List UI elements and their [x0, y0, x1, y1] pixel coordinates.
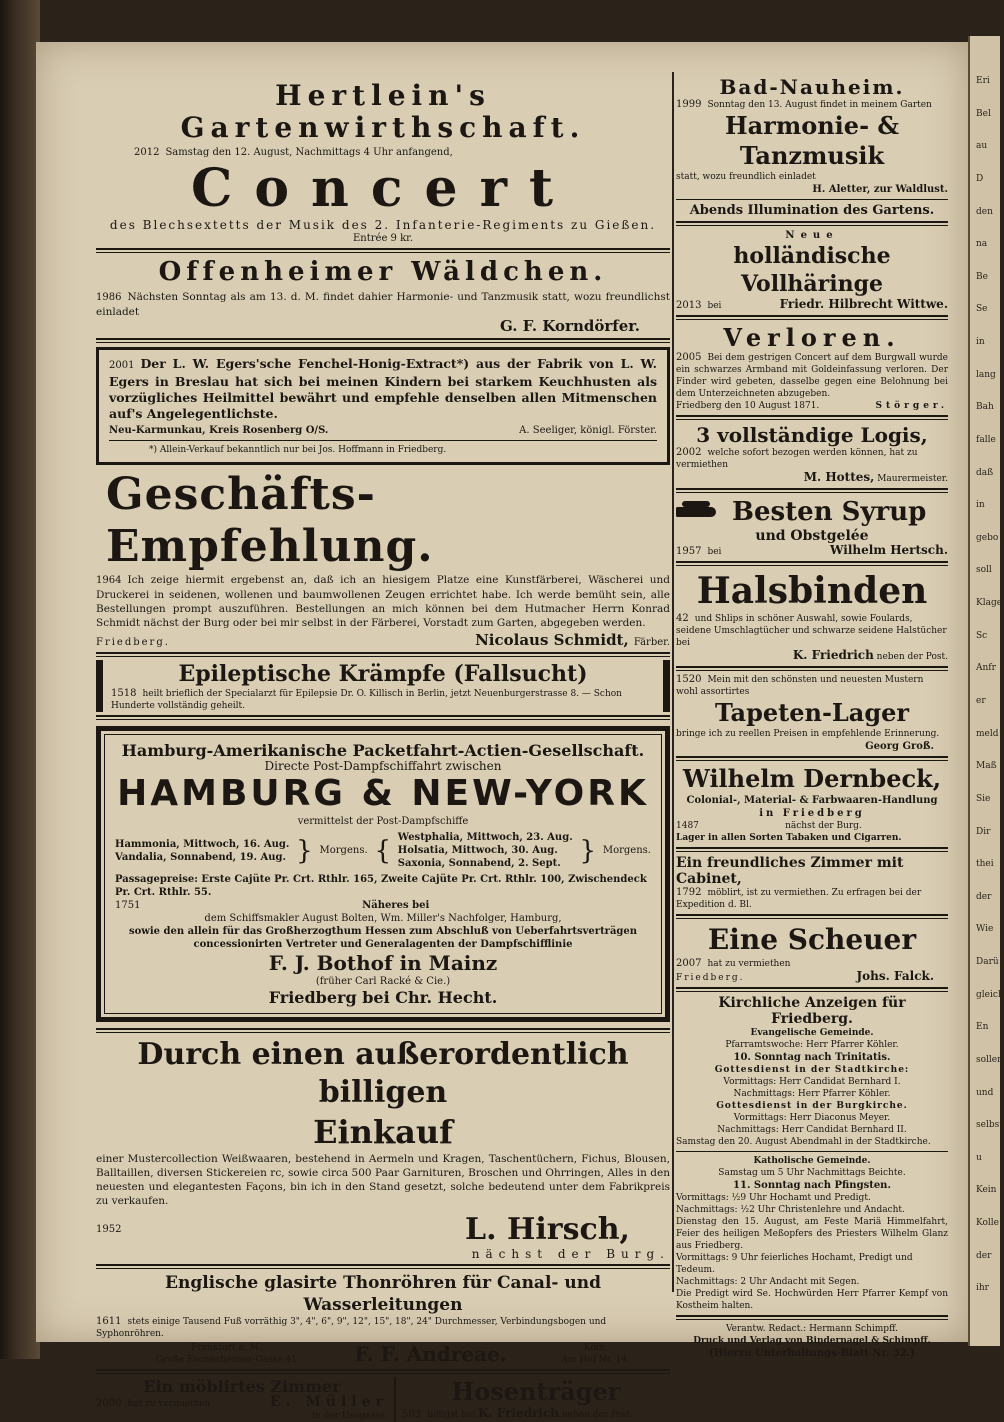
adjacent-page-fragment: au [976, 141, 988, 152]
ad-title: Geschäfts-Empfehlung. [106, 469, 434, 572]
ad-title: Hamburg-Amerikanische Packetfahrt-Actien-Gesellschaft. [121, 741, 645, 760]
ad-number: 1611 [96, 1316, 122, 1327]
ad-location: nächst der Burg. [471, 1247, 670, 1261]
notice-heading: 11. Sonntag nach Pfingsten. [733, 1180, 891, 1191]
ad-text: statt, wozu freundlich einladet [676, 172, 816, 182]
ad-location: nächst der Burg. [785, 821, 862, 831]
ship-entry: Hammonia, Mittwoch, 16. Aug. [115, 838, 290, 850]
ad-subtitle: Directe Post-Dampfschiffahrt zwischen [264, 759, 502, 773]
adjacent-page-fragment: den [976, 206, 993, 217]
adjacent-page-fragment: Eri [976, 76, 990, 86]
ad-text: bei [707, 301, 722, 311]
decorative-bar [663, 660, 670, 712]
adjacent-page-fragment: Sie [976, 793, 991, 804]
divider [676, 987, 948, 992]
ad-halsbinden [676, 569, 948, 663]
ad-syrup [676, 496, 948, 558]
ad-signature: Nicolaus Schmidt, [475, 631, 629, 649]
ad-title: Epileptische Krämpfe (Fallsucht) [178, 661, 588, 687]
ad-subtitle: Colonial-, Material- & Farbwaaren-Handlung [686, 795, 938, 806]
ship-entry: Holsatia, Mittwoch, 30. Aug. [397, 845, 558, 856]
ad-title: Tapeten-Lager [714, 698, 910, 727]
adjacent-page-fragment: ihr [976, 1283, 989, 1294]
ad-text: Ich zeige hiermit ergebenst an, daß ich an hiesigem Platze eine Kunstfärberei, Wäscherei und Druckerei in seidenen, wollenen und baumwollenen Zeugen errichtet habe. Ich werde bemüht sein, alle Bestellungen prompt auszuführen. Bestellungen an mich können bei dem Hutmacher Herrn Konrad Schmidt nächst der Burg oder bei mir selbst in der Färberei, Vorstadt zum Garten, abgegeben werden. [96, 574, 670, 629]
book-binding [0, 0, 40, 1359]
notice-line: Nachmittags: ½2 Uhr Christenlehre und Andacht. [676, 1205, 905, 1215]
adjacent-page-fragment: soll [976, 565, 992, 576]
adjacent-page-fragment: D [976, 173, 984, 184]
divider [676, 666, 948, 671]
ad-signature: G. F. Korndörfer. [500, 317, 640, 335]
imprint-publisher: Druck und Verlag von Bindernagel & Schimpff. [693, 1336, 931, 1346]
ad-headline: Harmonie- & Tanzmusik [724, 111, 900, 170]
ad-title: Wilhelm Dernbeck, [682, 764, 942, 793]
ad-hapag [96, 726, 670, 1022]
ad-city: in Friedberg [759, 808, 865, 819]
ad-dernbeck [676, 764, 948, 844]
agent-name: F. J. Bothof in Mainz [268, 951, 498, 975]
ad-title: Englische glasirte Thonröhren für Canal- und Wasserleitungen [165, 1273, 601, 1315]
route-headline: HAMBURG & NEW-YORK [117, 773, 649, 814]
divider [676, 847, 948, 852]
adjacent-page-fragment: daß [976, 467, 994, 478]
entree: Entrée 9 kr. [352, 233, 413, 244]
adjacent-page-fragment: Bel [976, 108, 991, 119]
divider [96, 1369, 670, 1374]
pointing-hand-icon [676, 499, 726, 525]
ship-entry: Westphalia, Mittwoch, 23. Aug. [397, 832, 573, 843]
ad-text: möblirt, ist zu vermiethen. Zu erfragen bei der Expedition d. Bl. [676, 888, 922, 910]
bottom-ads-row [96, 1377, 670, 1422]
ad-title: Einkauf [313, 1113, 453, 1151]
divider [96, 338, 670, 343]
adjacent-page-fragment: der [976, 1250, 992, 1261]
ad-number: 1957 [676, 546, 702, 557]
divider [676, 561, 948, 566]
ad-location: neben der Post. [876, 652, 948, 662]
ad-egers [96, 347, 670, 465]
ad-signature: Wilhelm Hertsch. [830, 543, 948, 557]
ad-bad-nauheim [676, 75, 948, 218]
departure-time: Morgens. [602, 845, 651, 856]
notice-line: Samstag um 5 Uhr Nachmittags Beichte. [718, 1168, 906, 1178]
notice-line: Vormittags: 9 Uhr feierliches Hochamt, Predigt und Tedeum. [676, 1253, 913, 1275]
adjacent-page-fragment: meld [976, 728, 999, 739]
ad-text: hat zu vermiethen [127, 1399, 211, 1409]
divider [96, 248, 670, 253]
decorative-bar [96, 660, 103, 712]
ad-title: Besten Syrup [732, 497, 927, 527]
ad-signature: K. Friedrich [478, 1406, 559, 1420]
ad-title: Hosenträger [451, 1377, 621, 1406]
adjacent-page-fragment: lang [976, 369, 996, 380]
imprint [676, 1323, 948, 1360]
ad-mueller [96, 1377, 396, 1422]
ad-verloren [676, 323, 948, 412]
notice-line: Vormittags: ½9 Uhr Hochamt und Predigt. [676, 1193, 871, 1203]
imprint-editor: Verantw. Redact.: Hermann Schimpff. [725, 1324, 899, 1334]
adjacent-page-fragment: selbst [976, 1120, 1003, 1131]
imprint-supplement: (Hierzu Unterhaltungs-Blatt Nr. 32.) [709, 1348, 915, 1359]
ad-signature: H. Aletter, zur Waldlust. [812, 184, 948, 195]
ad-subtitle: und Obstgelée [755, 528, 869, 544]
ad-text: Mein mit den schönsten und neuesten Mustern wohl assortirtes [676, 675, 924, 697]
address-city: Frankfurt a. M., [191, 1343, 265, 1353]
ad-text: Der L. W. Egers'sche Fenchel-Honig-Extract*) aus der Fabrik von L. W. Egers in Breslau hat sich bei meinen Kindern bei starkem Keuchhusten als vorzügliches Heilmittel bewährt und empfehle denselben allen Mitmenschen auf's Angelegentlichste. [109, 356, 657, 421]
divider [676, 199, 948, 200]
ad-title: Offenheimer Wäldchen. [158, 257, 608, 287]
address-city: Köln, [583, 1343, 608, 1353]
ad-text: bringe ich zu reellen Preisen in empfehlende Erinnerung. [676, 729, 940, 739]
divider [676, 756, 948, 761]
adjacent-page-fragment: na [976, 239, 988, 250]
left-column [96, 80, 670, 1422]
adjacent-page-fragment: Kolle [976, 1218, 999, 1229]
ad-text: einer Mustercollection Weißwaaren, bestehend in Aermeln und Kragen, Taschentüchern, Fichus, Blousen, Balltaillen, diversen Stickereien rc, sowie circa 500 Paar Garnituren, Broschen und Ohrringen, Alles in den neuesten und elegantesten Façons, bin ich in den Stand gesetzt, solche bedeutend unter dem Fabrikpreis zu verkaufen. [96, 1153, 670, 1207]
adjacent-page-fragment: sollen [976, 1054, 1003, 1065]
divider [676, 1151, 948, 1152]
adjacent-page-fragment: Anfr [976, 663, 996, 674]
adjacent-page-fragment: Klage [976, 598, 1003, 609]
ad-number: 2001 [109, 360, 135, 371]
ad-number: 2005 [676, 352, 702, 363]
ad-title: Halsbinden [696, 570, 928, 612]
adjacent-page-fragment: und [976, 1087, 994, 1098]
ad-number: 2000 [96, 1398, 122, 1409]
ad-hirsch [96, 1036, 670, 1261]
notice-line: Pfarramtswoche: Herr Pfarrer Köhler. [725, 1040, 899, 1050]
ad-text: billigst bei [427, 1410, 476, 1420]
ad-title: Hertlein's Gartenwirthschaft. [180, 79, 586, 144]
concert-headline: Concert [190, 158, 576, 219]
passage-prices: Passagepreise: Erste Cajüte Pr. Crt. Rthlr. 165, Zweite Cajüte Pr. Crt. Rthlr. 100, Zwischendeck Pr. Crt. Rthlr. 55. [115, 874, 647, 898]
divider [96, 1028, 670, 1033]
ad-title: Durch einen außerordentlich billigen [137, 1037, 629, 1110]
address-street: Große Eschenheimer-Gasse 41. [156, 1355, 300, 1365]
ad-location: neben der Post. [561, 1410, 634, 1420]
ad-footnote: *) Allein-Verkauf bekanntlich nur bei Jos. Hoffmann in Friedberg. [149, 445, 447, 455]
divider [676, 221, 948, 226]
ad-trade: Färber. [633, 637, 670, 648]
ad-text: stets einige Tausend Fuß vorräthig 3", 4", 6", 9", 12", 15", 18", 24" Durchmesser, Verbindungsbogen und Syphonröhren. [96, 1317, 607, 1339]
ad-number: 2013 [676, 300, 702, 311]
ad-number: 1964 [96, 575, 122, 586]
ad-text: Bei dem gestrigen Concert auf dem Burgwall wurde ein schwarzes Armband mit Goldeinfassung verloren. Der Finder wird gebeten, dasselbe gegen eine Belohnung bei dem Unterzeichneten abzugeben. [676, 353, 948, 399]
ad-andreae [96, 1272, 670, 1366]
ad-signature: F. F. Andreae. [354, 1342, 507, 1366]
adjacent-page-fragment: falle [976, 434, 996, 445]
ad-text: Näheres bei [362, 900, 430, 911]
ad-epilepsie [96, 660, 670, 712]
ad-signature: Friedr. Hilbrecht Wittwe. [779, 297, 948, 311]
adjacent-page-fragment: Sc [976, 630, 988, 641]
notice-line: Vormittags: Herr Candidat Bernhard I. [723, 1077, 901, 1087]
adjacent-page-fragment: u [976, 1152, 982, 1163]
divider [676, 1315, 948, 1320]
section-title: Kirchliche Anzeigen für Friedberg. [718, 995, 906, 1027]
divider [676, 415, 948, 420]
adjacent-page-fragment: in [976, 337, 985, 348]
notice-line: Vormittags: Herr Diaconus Meyer. [733, 1113, 891, 1123]
address-street: Am Hof Nr. 14. [561, 1355, 630, 1365]
ad-trade: Maurermeister. [877, 474, 948, 484]
ad-text: welche sofort bezogen werden können, hat zu vermiethen [676, 448, 918, 470]
ship-entry: Saxonia, Sonnabend, 2. Sept. [397, 858, 561, 869]
ad-pretitle: Neue [785, 230, 839, 241]
ad-signature: K. Friedrich [792, 648, 874, 662]
ad-location: in der Usogasse. [312, 1411, 388, 1421]
ad-title: holländische Vollhäringe [733, 243, 891, 297]
ad-signature: Johs. Falck. [856, 969, 934, 983]
notice-line: Samstag den 20. August Abendmahl in der Stadtkirche. [676, 1137, 931, 1147]
brace-icon: { [374, 835, 391, 866]
adjacent-page-fragment: Be [976, 271, 988, 282]
ad-number: 1520 [676, 674, 702, 685]
adjacent-page-fragment: Kein [976, 1185, 997, 1196]
adjacent-page-fragment: Dir [976, 826, 991, 837]
divider [96, 1264, 670, 1269]
ad-number: 1792 [676, 887, 702, 898]
ad-title: Ein freundliches Zimmer mit Cabinet, [676, 855, 904, 887]
ad-title: Verloren. [723, 323, 901, 352]
ad-signature: M. Hottes, [803, 470, 875, 484]
section-subtitle: Katholische Gemeinde. [753, 1156, 871, 1166]
adjacent-page-fragment: thei [976, 859, 994, 870]
ad-geschaefts-empfehlung [96, 469, 670, 649]
column-divider [672, 72, 674, 1292]
notice-heading: Gottesdienst in der Burgkirche. [716, 1101, 908, 1111]
adjacent-page-fragment: Wie [976, 924, 994, 935]
notice-heading: Gottesdienst in der Stadtkirche: [714, 1065, 910, 1075]
adjacent-page-fragment: Se [976, 304, 988, 315]
ad-signature: A. Seeliger, königl. Förster. [519, 425, 657, 436]
divider [676, 315, 948, 320]
church-notices [676, 995, 948, 1312]
brace-icon: } [296, 835, 313, 866]
ad-number: 1952 [96, 1224, 122, 1235]
ship-list-right [398, 831, 573, 870]
ad-title: Eine Scheuer [707, 923, 917, 956]
adjacent-page-edge [968, 36, 1004, 1346]
ad-place: Friedberg. [96, 637, 170, 648]
adjacent-page-fragment: Bah [976, 402, 994, 413]
adjacent-page-fragment: En [976, 1022, 989, 1033]
departure-time: Morgens. [319, 845, 368, 856]
ad-number: 2002 [676, 447, 702, 458]
ad-number: 1986 [96, 292, 122, 303]
ad-text: Lager in allen Sorten Tabaken und Cigarren. [676, 833, 902, 843]
ad-text: des Blechsextetts der Musik des 2. Infanterie-Regiments zu Gießen. [109, 218, 657, 232]
ad-offenheimer [96, 256, 670, 335]
adjacent-page-fragment: der [976, 891, 992, 902]
notice-line: Dienstag den 15. August, am Feste Mariä Himmelfahrt, Feier des heiligen Meßopfers des Priesters Wilhelm Glanz aus Friedberg. [676, 1217, 948, 1251]
ad-text: vermittelst der Post-Dampfschiffe [297, 816, 469, 827]
ship-entry: Vandalia, Sonnabend, 19. Aug. [115, 851, 286, 863]
ad-date: Friedberg den 10 August 1871. [676, 401, 820, 411]
divider [96, 652, 670, 657]
ad-text: Sonntag den 13. August findet in meinem Garten [707, 100, 932, 110]
ad-number: 2012 [134, 147, 160, 158]
ad-text: und Shlips in schöner Auswahl, sowie Foulards, seidene Umschlagtücher und schwarze seidene Halstücher bei [676, 614, 947, 648]
ad-text: dem Schiffsmakler August Bolten, Wm. Miller's Nachfolger, Hamburg, [204, 913, 562, 924]
ad-number: 1751 [115, 900, 141, 911]
divider [676, 488, 948, 493]
ad-text: hat zu vermiethen [707, 959, 791, 969]
notice-line: Nachmittags: Herr Candidat Bernhard II. [717, 1125, 907, 1135]
ad-number: 1518 [111, 688, 137, 699]
ad-signature: E. Müller [269, 1394, 388, 1410]
ad-logis [676, 423, 948, 485]
ad-scheuer [676, 922, 948, 984]
ad-signature: Störger. [875, 401, 948, 411]
ad-title: Ein möblirtes Zimmer [143, 1377, 341, 1396]
adjacent-page-fragment: Darü [976, 957, 999, 968]
ship-list-left [115, 838, 289, 864]
ad-place: Friedberg. [676, 973, 745, 983]
adjacent-page-fragment: gleich [976, 989, 1004, 1000]
divider [676, 914, 948, 919]
notice-line: Nachmittags: 2 Uhr Andacht mit Segen. [676, 1277, 860, 1287]
notice-heading: 10. Sonntag nach Trinitatis. [733, 1052, 891, 1063]
ad-hosentraeger [396, 1377, 670, 1422]
ad-signature: L. Hirsch, [465, 1212, 630, 1247]
ad-title: 3 vollständige Logis, [696, 423, 928, 447]
ad-text: (früher Carl Racké & Cie.) [315, 976, 451, 987]
ad-signature: Georg Groß. [865, 741, 934, 752]
ad-title: Bad-Nauheim. [719, 75, 905, 99]
ad-number: 503 [402, 1409, 422, 1420]
ad-text: Nächsten Sonntag als am 13. d. M. findet dahier Harmonie- und Tanzmusik statt, wozu freundlichst einladet [96, 291, 670, 318]
ad-number: 1487 [676, 821, 699, 831]
ad-tapeten [676, 674, 948, 753]
ad-vollhaeringe [676, 229, 948, 312]
divider [96, 715, 670, 720]
notice-line: Die Predigt wird Se. Hochwürden Herr Pfarrer Kempf von Kostheim halten. [676, 1289, 948, 1311]
ad-place: Neu-Karmunkau, Kreis Rosenberg O/S. [109, 425, 329, 436]
ad-cabinet [676, 855, 948, 911]
adjacent-page-fragment: in [976, 500, 985, 511]
local-agent: Friedberg bei Chr. Hecht. [268, 988, 498, 1007]
ad-number: 2007 [676, 958, 702, 969]
adjacent-page-fragment: er [976, 696, 986, 706]
notice-line: Nachmittags: Herr Pfarrer Köhler. [733, 1089, 891, 1099]
ad-number: 1999 [676, 99, 702, 110]
ad-hertlein [96, 80, 670, 245]
ad-text: Samstag den 12. August, Nachmittags 4 Uhr anfangend, [165, 147, 453, 158]
brace-icon: } [579, 835, 597, 866]
section-subtitle: Evangelische Gemeinde. [750, 1028, 874, 1038]
ad-number: 42 [676, 613, 689, 624]
ad-text: bei [707, 547, 722, 557]
adjacent-page-fragment: gebo [976, 532, 999, 543]
adjacent-page-fragment: Maß [976, 761, 997, 772]
divider [109, 440, 657, 441]
right-column [676, 75, 948, 1360]
ad-text: heilt brieflich der Specialarzt für Epilepsie Dr. O. Killisch in Berlin, jetzt Neuenburgerstrasse 8. — Schon Hunderte vollständig geheilt. [111, 689, 622, 711]
ad-text: sowie den allein für das Großherzogthum Hessen zum Abschluß von Ueberfahrtsverträgen concessionirten Vertreter und Generalagenten der Dampfschifflinie [128, 926, 638, 950]
ad-footer: Abends Illumination des Gartens. [689, 203, 935, 218]
